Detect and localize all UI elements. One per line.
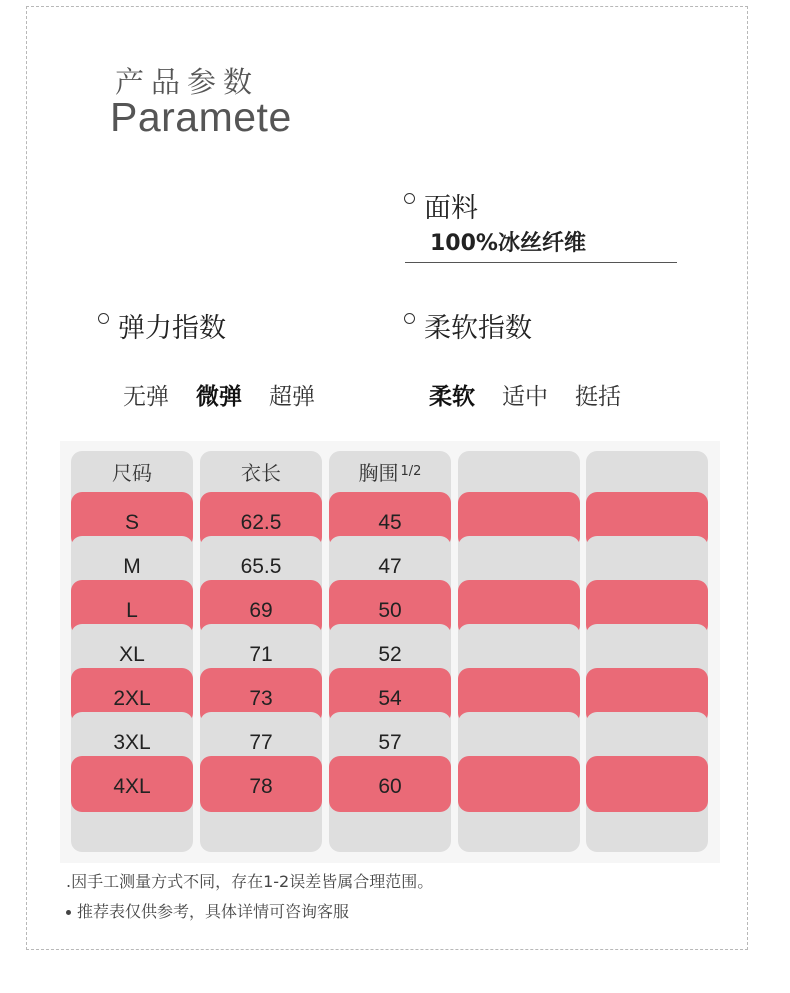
table-cell: 52 [329,624,451,680]
table-cell: 47 [329,536,451,592]
softness-option-0: 柔软 [429,384,475,410]
column-header: 衣长 [241,461,281,485]
note-reference [66,899,349,922]
chest-fraction: 1/2 [400,464,422,479]
circle-bullet-icon [404,193,415,204]
softness-heading [404,306,532,345]
fabric-value: 100%冰丝纤维 [430,231,586,256]
column-header: 胸围 1/2 [358,461,422,485]
table-cell: 78 [200,756,322,812]
dot-bullet-icon [66,910,71,915]
note-measurement: .因手工测量方式不同，存在1-2误差皆属合理范围。 [66,872,434,891]
elasticity-label: 弹力指数 [118,313,226,344]
table-cell: L [71,580,193,636]
table-cell: 57 [329,712,451,768]
table-cell: S [71,492,193,548]
fabric-heading [404,186,478,225]
table-cell: XL [71,624,193,680]
table-cell: 62.5 [200,492,322,548]
table-cell: 71 [200,624,322,680]
circle-bullet-icon [98,313,109,324]
table-cell: M [71,536,193,592]
elasticity-option-2: 超弹 [269,384,315,410]
elasticity-option-0: 无弹 [123,384,169,410]
fabric-label: 面料 [424,193,478,224]
softness-option-1: 适中 [502,384,548,410]
table-cell: 2XL [71,668,193,724]
page-title-cn: 产品参数 [115,65,260,99]
softness-option-2: 挺括 [575,384,621,410]
table-cell: 54 [329,668,451,724]
table-cell [586,756,708,812]
note-reference-text: 推荐表仅供参考，具体详情可咨询客服 [77,902,350,921]
softness-options [429,378,648,411]
elasticity-options [123,378,342,411]
fabric-underline [405,262,677,263]
table-cell: 50 [329,580,451,636]
size-table-column-3 [458,451,580,852]
elasticity-heading [98,306,226,345]
size-table-column-2 [329,451,451,852]
table-cell: 77 [200,712,322,768]
softness-label: 柔软指数 [424,313,532,344]
table-cell: 69 [200,580,322,636]
table-cell [458,756,580,812]
elasticity-option-1: 微弹 [196,384,242,410]
table-cell: 65.5 [200,536,322,592]
circle-bullet-icon [404,313,415,324]
table-cell: 3XL [71,712,193,768]
size-table-column-4 [586,451,708,852]
table-cell: 4XL [71,756,193,812]
size-table-column-0 [71,451,193,852]
table-cell: 73 [200,668,322,724]
column-header [458,451,580,492]
page-title-en: Paramete [110,94,292,140]
column-header: 尺码 [112,461,152,485]
table-cell: 60 [329,756,451,812]
table-cell: 45 [329,492,451,548]
column-header [586,451,708,492]
size-table-column-1 [200,451,322,852]
